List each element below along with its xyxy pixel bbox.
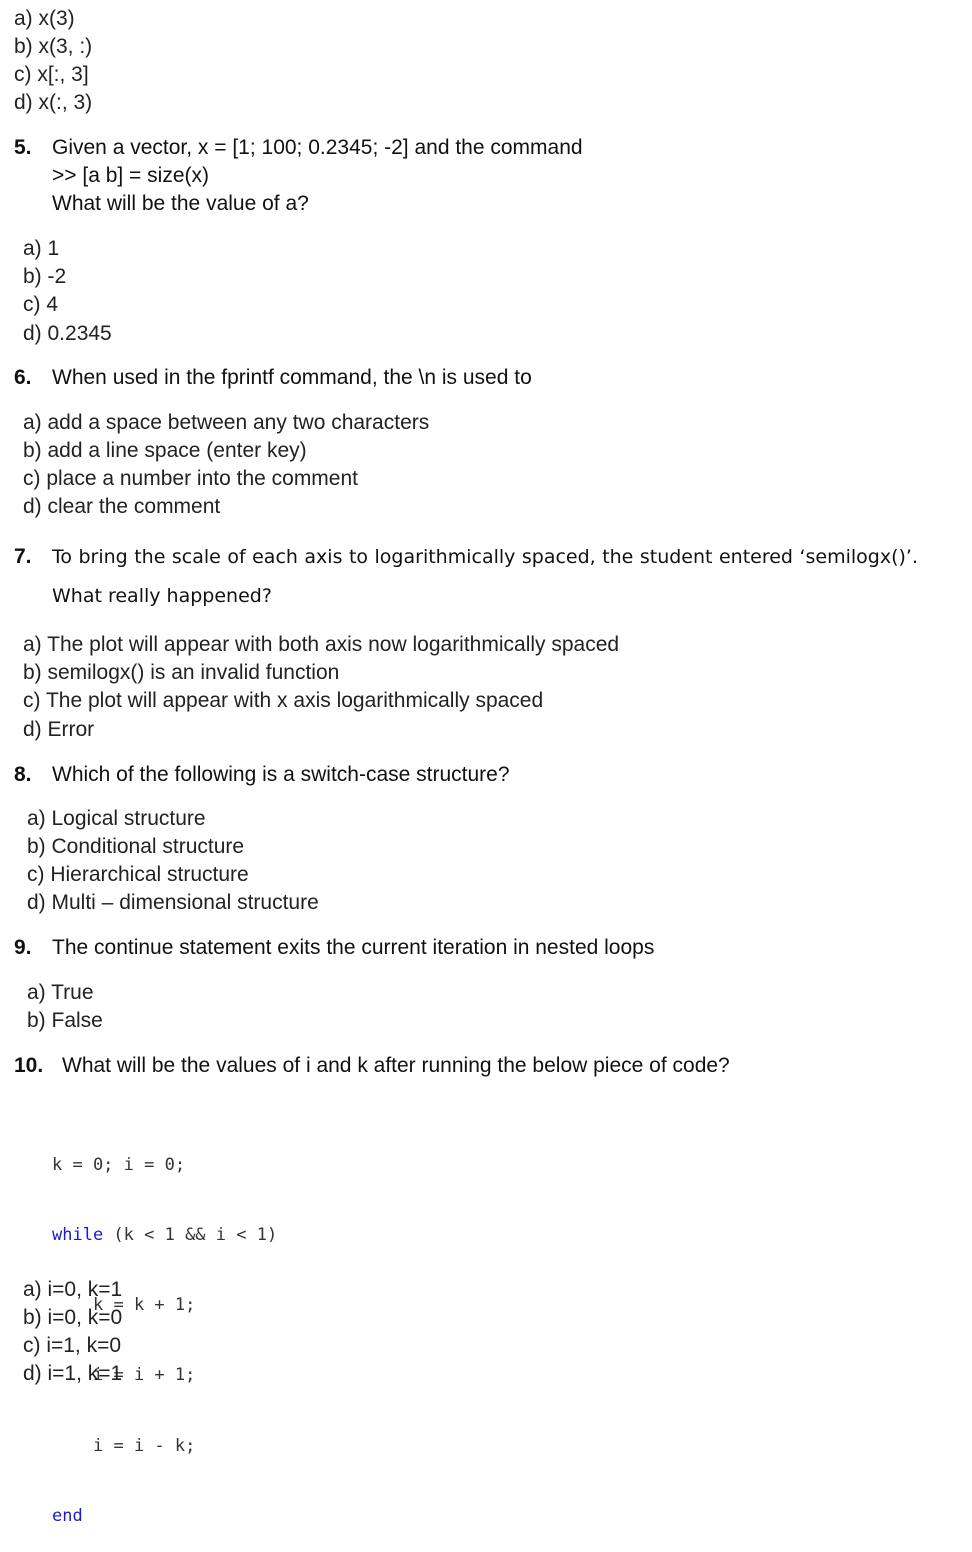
question-9-option-b: b) False (27, 1009, 103, 1032)
prev-option-b: b) x(3, :) (14, 35, 93, 58)
question-7-prompt: What really happened? (52, 585, 272, 607)
code-line-i-update: i = i - k; (93, 1435, 196, 1456)
question-5-number: 5. (14, 136, 32, 159)
question-5-option-a: a) 1 (23, 237, 60, 260)
question-8-text: Which of the following is a switch-case structure? (52, 763, 510, 786)
question-5-command: >> [a b] = size(x) (52, 164, 209, 187)
prev-option-c: c) x[:, 3] (14, 63, 89, 86)
question-6-text: When used in the fprintf command, the \n is used to (52, 366, 532, 389)
question-10-number: 10. (14, 1054, 44, 1077)
code-line-k-increment: k = k + 1; (93, 1295, 196, 1316)
question-5-option-c: c) 4 (23, 293, 59, 316)
question-7-option-c: c) The plot will appear with x axis logarithmically spaced (23, 689, 544, 712)
question-8-option-b: b) Conditional structure (27, 835, 245, 858)
question-10-option-d: d) i=1, k=1 (23, 1362, 123, 1385)
code-keyword-while: while (52, 1225, 104, 1246)
question-6-number: 6. (14, 366, 32, 389)
question-10-option-a: a) i=0, k=1 (23, 1278, 123, 1301)
code-keyword-end: end (52, 1505, 83, 1526)
question-5-option-b: b) -2 (23, 265, 67, 288)
question-7-number: 7. (14, 545, 32, 568)
prev-option-d: d) x(:, 3) (14, 91, 93, 114)
question-10-option-c: c) i=1, k=0 (23, 1334, 122, 1357)
question-5-text: Given a vector, x = [1; 100; 0.2345; -2] and the command (52, 136, 583, 159)
question-8-option-d: d) Multi – dimensional structure (27, 891, 319, 914)
question-7-option-a: a) The plot will appear with both axis now logarithmically spaced (23, 633, 620, 656)
question-10-option-b: b) i=0, k=0 (23, 1306, 123, 1329)
question-7-option-d: d) Error (23, 718, 95, 741)
question-5-prompt: What will be the value of a? (52, 192, 309, 215)
prev-option-a: a) x(3) (14, 7, 75, 30)
question-7-text: To bring the scale of each axis to logarithmically spaced, the student entered ‘semilogx()’. (52, 546, 918, 568)
question-8-option-a: a) Logical structure (27, 807, 206, 830)
question-8-number: 8. (14, 763, 32, 786)
code-line-while (52, 1224, 277, 1247)
code-line-i-increment: i = i + 1; (93, 1365, 196, 1386)
question-6-option-b: b) add a line space (enter key) (23, 439, 307, 462)
question-9-text: The continue statement exits the current iteration in nested loops (52, 936, 655, 959)
question-7-option-b: b) semilogx() is an invalid function (23, 661, 340, 684)
question-6-option-d: d) clear the comment (23, 495, 221, 518)
question-9-number: 9. (14, 936, 32, 959)
question-9-option-a: a) True (27, 981, 94, 1004)
question-5-option-d: d) 0.2345 (23, 322, 112, 345)
question-6-option-a: a) add a space between any two characters (23, 411, 430, 434)
code-while-condition: (k < 1 && i < 1) (103, 1225, 278, 1246)
question-10-text: What will be the values of i and k after running the below piece of code? (62, 1054, 730, 1077)
question-6-option-c: c) place a number into the comment (23, 467, 358, 490)
question-8-option-c: c) Hierarchical structure (27, 863, 249, 886)
code-line-init: k = 0; i = 0; (52, 1154, 186, 1175)
